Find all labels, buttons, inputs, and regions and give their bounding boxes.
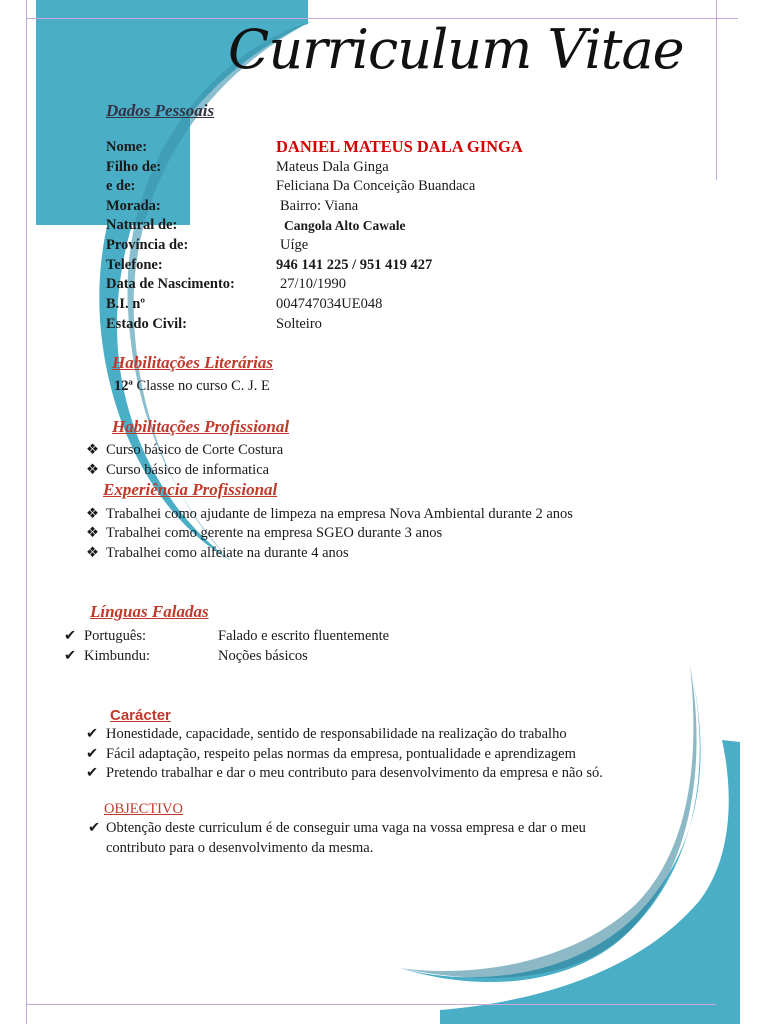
language-level: Falado e escrito fluentemente [218, 628, 390, 644]
objective-line-2: contributo para o desenvolvimento da mesma. [106, 840, 374, 856]
list-item-text: Honestidade, capacidade, sentido de responsabilidade na realização do trabalho [106, 726, 567, 742]
list-item-text: Curso básico de informatica [106, 462, 270, 478]
field-label: Filho de: [106, 159, 162, 175]
document-title: Curriculum Vitae [228, 18, 684, 81]
field-label: Estado Civil: [106, 316, 187, 332]
check-icon: ✔ [88, 820, 101, 836]
left-rule [26, 0, 27, 1024]
language-name: Português: [84, 628, 147, 644]
section-habilitacoes-profissional: Habilitações Profissional [112, 417, 290, 436]
field-value: Mateus Dala Ginga [276, 159, 389, 175]
language-name: Kimbundu: [84, 648, 151, 664]
diamond-bullet-icon: ❖ [86, 525, 99, 541]
list-item-text: Pretendo trabalhar e dar o meu contributo para desenvolvimento da empresa e não só. [106, 765, 603, 781]
bottom-rule [26, 1004, 716, 1005]
diamond-bullet-icon: ❖ [86, 506, 99, 522]
field-label: B.I. nº [106, 296, 146, 312]
language-level: Noções básicos [218, 648, 308, 664]
field-label: Natural de: [106, 217, 178, 233]
field-value: Solteiro [276, 316, 322, 332]
section-habilitacoes-literarias: Habilitações Literárias [112, 353, 274, 372]
field-value: 946 141 225 / 951 419 427 [276, 257, 433, 273]
field-value: Bairro: Viana [280, 198, 359, 214]
list-item-text: Trabalhei como gerente na empresa SGEO durante 3 anos [106, 525, 443, 541]
list-item-text: Trabalhei como alfeiate na durante 4 anos [106, 545, 349, 561]
diamond-bullet-icon: ❖ [86, 462, 99, 478]
section-objectivo: OBJECTIVO [104, 801, 183, 817]
check-icon: ✔ [86, 726, 99, 742]
check-icon: ✔ [64, 648, 77, 664]
field-value: 004747034UE048 [276, 296, 383, 312]
section-experiencia-profissional: Experiência Profissional [103, 480, 278, 499]
language-row [64, 628, 146, 645]
check-icon: ✔ [86, 746, 99, 762]
section-linguas-faladas: Línguas Faladas [90, 602, 209, 621]
grade-label: 12ª [114, 378, 133, 394]
list-item [86, 545, 349, 562]
field-value: Feliciana Da Conceição Buandaca [276, 178, 476, 194]
section-dados-pessoais: Dados Pessoais [106, 101, 215, 120]
list-item [86, 442, 283, 459]
grade-text: Classe no curso C. J. E [136, 378, 270, 394]
list-item [86, 726, 567, 743]
check-icon: ✔ [64, 628, 77, 644]
list-item [86, 525, 442, 542]
field-value: 27/10/1990 [280, 276, 347, 292]
diamond-bullet-icon: ❖ [86, 545, 99, 561]
section-carater: Carácter [110, 707, 171, 724]
field-label: Data de Nascimento: [106, 276, 235, 292]
list-item-text: Trabalhei como ajudante de limpeza na empresa Nova Ambiental durante 2 anos [106, 506, 573, 522]
list-item [86, 765, 603, 782]
objective-text: Obtenção deste curriculum é de conseguir uma vaga na vossa empresa e dar o meu [106, 820, 586, 836]
language-row [64, 648, 150, 665]
list-item [86, 506, 573, 523]
field-label: Província de: [106, 237, 189, 253]
list-item-text: Curso básico de Corte Costura [106, 442, 284, 458]
check-icon: ✔ [86, 765, 99, 781]
field-label: Telefone: [106, 257, 163, 273]
field-label: Nome: [106, 139, 148, 155]
full-name: DANIEL MATEUS DALA GINGA [276, 137, 523, 156]
field-value: Cangola Alto Cawale [284, 218, 406, 233]
list-item [86, 462, 269, 479]
field-value: Uíge [280, 237, 309, 253]
list-item [86, 746, 576, 763]
literary-qualification [114, 378, 270, 395]
field-label: Morada: [106, 198, 161, 214]
diamond-bullet-icon: ❖ [86, 442, 99, 458]
field-label: e de: [106, 178, 136, 194]
objective-line [88, 820, 586, 837]
list-item-text: Fácil adaptação, respeito pelas normas da empresa, pontualidade e aprendizagem [106, 746, 576, 762]
right-rule [716, 0, 717, 180]
